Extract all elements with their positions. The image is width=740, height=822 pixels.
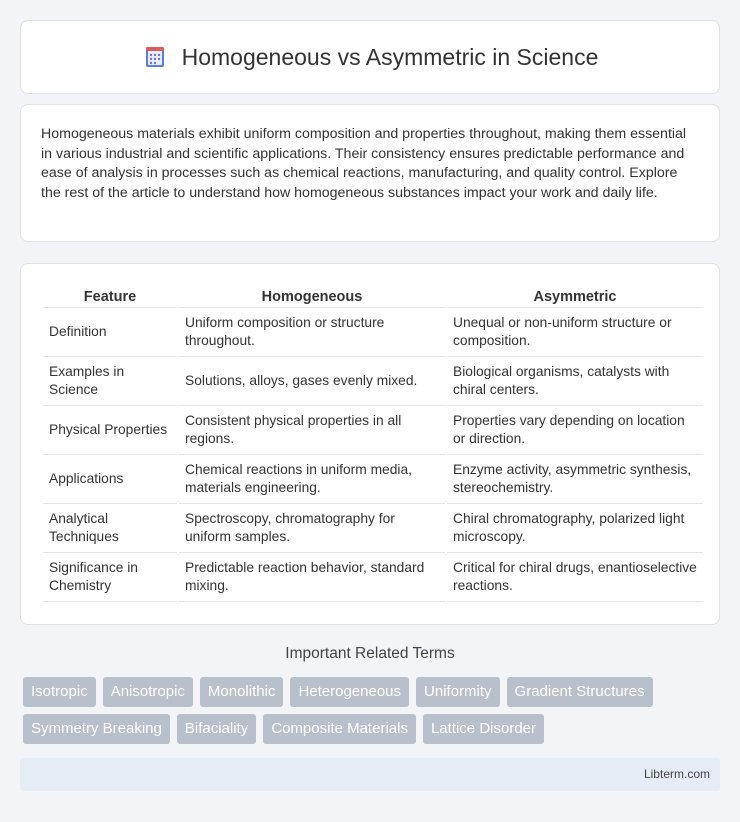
feature-cell: Physical Properties <box>43 406 177 455</box>
page-title: Homogeneous vs Asymmetric in Science <box>181 43 599 70</box>
related-terms-heading: Important Related Terms <box>285 645 455 662</box>
comparison-table <box>41 286 705 602</box>
asymmetric-cell: Unequal or non-uniform structure or composition. <box>447 308 703 357</box>
intro-card <box>20 104 720 242</box>
feature-cell: Examples in Science <box>43 357 177 406</box>
term-tag-uniformity[interactable]: Uniformity <box>416 677 500 707</box>
table-row <box>43 504 703 553</box>
comparison-card <box>20 263 720 625</box>
table-header-row <box>43 286 703 308</box>
feature-cell: Significance in Chemistry <box>43 553 177 602</box>
term-tag-monolithic[interactable]: Monolithic <box>200 677 284 707</box>
homogeneous-cell: Uniform composition or structure throughout. <box>179 308 445 357</box>
term-tag-bifaciality[interactable]: Bifaciality <box>177 714 256 744</box>
footer <box>20 758 720 791</box>
term-tag-symmetry-breaking[interactable]: Symmetry Breaking <box>23 714 170 744</box>
table-row <box>43 553 703 602</box>
asymmetric-cell: Chiral chromatography, polarized light microscopy. <box>447 504 703 553</box>
asymmetric-cell: Critical for chiral drugs, enantioselective reactions. <box>447 553 703 602</box>
title-card <box>20 20 720 94</box>
header-asymmetric: Asymmetric <box>447 286 703 308</box>
term-tag-anisotropic[interactable]: Anisotropic <box>103 677 193 707</box>
feature-cell: Applications <box>43 455 177 504</box>
table-row <box>43 455 703 504</box>
feature-cell: Definition <box>43 308 177 357</box>
term-tag-composite-materials[interactable]: Composite Materials <box>263 714 416 744</box>
term-tag-isotropic[interactable]: Isotropic <box>23 677 96 707</box>
table-row <box>43 308 703 357</box>
asymmetric-cell: Biological organisms, catalysts with chiral centers. <box>447 357 703 406</box>
intro-text: Homogeneous materials exhibit uniform composition and properties throughout, making them essential in various industrial and scientific applications. Their consistency ensures predictable performance and ease of analysis in processes such as chemical reactions, manufacturing, and quality control. Explore the rest of the article to understand how homogeneous substances impact your work and daily life. <box>41 126 687 201</box>
book-icon <box>142 44 168 70</box>
term-tag-lattice-disorder[interactable]: Lattice Disorder <box>423 714 544 744</box>
header-homogeneous: Homogeneous <box>179 286 445 308</box>
related-terms-list <box>23 677 723 751</box>
homogeneous-cell: Consistent physical properties in all regions. <box>179 406 445 455</box>
asymmetric-cell: Properties vary depending on location or direction. <box>447 406 703 455</box>
homogeneous-cell: Chemical reactions in uniform media, materials engineering. <box>179 455 445 504</box>
header-feature: Feature <box>43 286 177 308</box>
term-tag-gradient-structures[interactable]: Gradient Structures <box>507 677 653 707</box>
table-row <box>43 357 703 406</box>
term-tag-heterogeneous[interactable]: Heterogeneous <box>290 677 409 707</box>
table-row <box>43 406 703 455</box>
asymmetric-cell: Enzyme activity, asymmetric synthesis, stereochemistry. <box>447 455 703 504</box>
homogeneous-cell: Spectroscopy, chromatography for uniform samples. <box>179 504 445 553</box>
homogeneous-cell: Solutions, alloys, gases evenly mixed. <box>179 357 445 406</box>
homogeneous-cell: Predictable reaction behavior, standard mixing. <box>179 553 445 602</box>
feature-cell: Analytical Techniques <box>43 504 177 553</box>
footer-brand-link[interactable]: Libterm.com <box>643 767 710 781</box>
